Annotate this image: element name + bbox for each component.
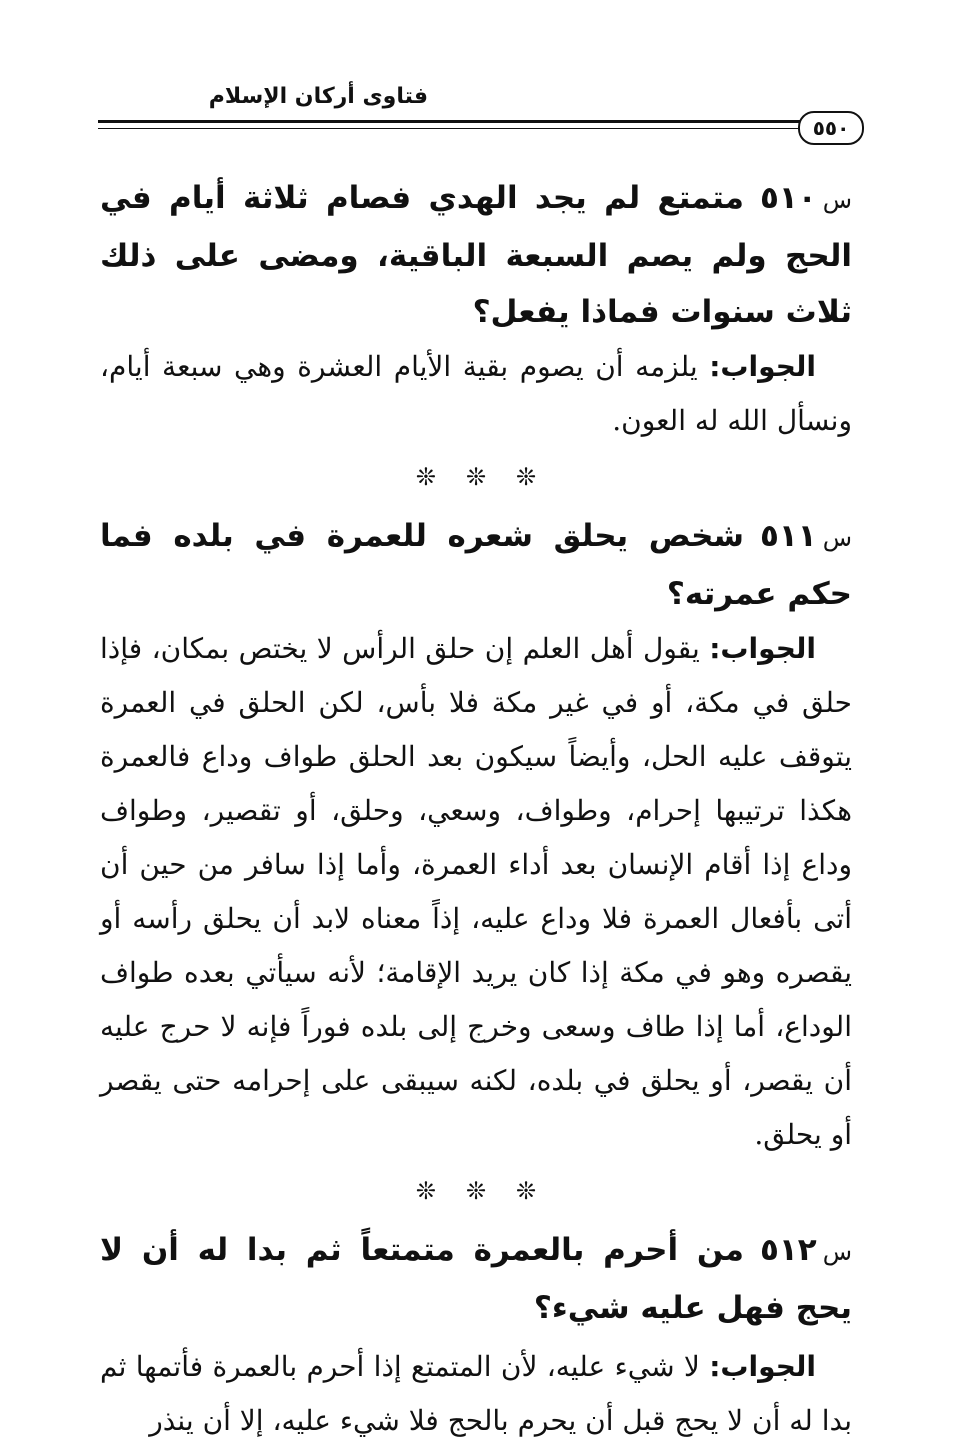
answer-text: لا شيء عليه، لأن المتمتع إذا أحرم بالعمرة فأتمها ثم بدا له أن لا يحج قبل أن يحرم بالحج فلا شيء عليه، إلا أن ينذر [100, 1350, 852, 1437]
separator-star: ❊ [415, 1177, 436, 1205]
question-510 [100, 170, 852, 340]
answer-label: الجواب: [709, 350, 816, 383]
fatwa-entry-511 [100, 508, 852, 1162]
answer-511 [100, 622, 852, 1162]
answer-text: يلزمه أن يصوم بقية الأيام العشرة وهي سبعة أيام، ونسأل الله له العون. [100, 350, 852, 437]
header-rule-thick [98, 120, 808, 123]
question-text: من أحرم بالعمرة متمتعاً ثم بدا له أن لا يحج فهل عليه شيء؟ [100, 1232, 852, 1326]
answer-text: يقول أهل العلم إن حلق الرأس لا يختص بمكان، فإذا حلق في مكة، أو في غير مكة فلا بأس، لكن الحلق في العمرة يتوقف عليه الحل، وأيضاً سيكون بعد الحلق طواف وداع فالعمرة هكذا ترتيبها إحرام، وطواف، وسعي، وحلق، أو تقصير، وطواف وداع إذا أقام الإنسان بعد أداء العمرة، وأما إذا سافر من حين أن أتى بأفعال العمرة فلا وداع عليه، إذاً معناه لابد أن يحلق رأسه أو يقصره وهو في مكة إذا كان يريد الإقامة؛ لأنه سيأتي بعده طواف الوداع، أما إذا طاف وسعى وخرج إلى بلده فوراً فإنه لا حرج عليه أن يقصر، أو يحلق في بلده، لكنه سيبقى على إحرامه حتى يقصر أو يحلق. [100, 632, 852, 1151]
header-rule-thin [98, 128, 808, 129]
running-header [98, 78, 864, 148]
question-number: ٥١٠ [759, 180, 817, 216]
question-number: ٥١١ [759, 518, 817, 554]
section-separator [100, 1176, 852, 1206]
answer-label: الجواب: [709, 1350, 816, 1383]
answer-512 [100, 1340, 852, 1448]
question-marker: س [822, 186, 852, 214]
question-marker: س [822, 1238, 852, 1266]
fatwa-entry-510 [100, 170, 852, 448]
book-title: فتاوى أركان الإسلام [208, 84, 428, 109]
separator-star: ❊ [516, 1177, 537, 1205]
page-number-badge: ٥٥٠ [798, 111, 864, 145]
separator-star: ❊ [465, 1177, 487, 1205]
separator-star: ❊ [465, 463, 487, 491]
fatwa-entry-512 [100, 1222, 852, 1448]
separator-star: ❊ [516, 463, 537, 491]
question-512 [100, 1222, 852, 1336]
section-separator [100, 462, 852, 492]
question-511 [100, 508, 852, 622]
page-content [100, 170, 852, 1448]
separator-star: ❊ [415, 463, 436, 491]
question-number: ٥١٢ [759, 1232, 817, 1268]
answer-510 [100, 340, 852, 448]
answer-label: الجواب: [709, 632, 816, 665]
question-text: شخص يحلق شعره للعمرة في بلده فما حكم عمرته؟ [100, 518, 852, 612]
question-text: متمتع لم يجد الهدي فصام ثلاثة أيام في الحج ولم يصم السبعة الباقية، ومضى على ذلك ثلاث سنوات فماذا يفعل؟ [100, 180, 852, 330]
question-marker: س [822, 524, 852, 552]
